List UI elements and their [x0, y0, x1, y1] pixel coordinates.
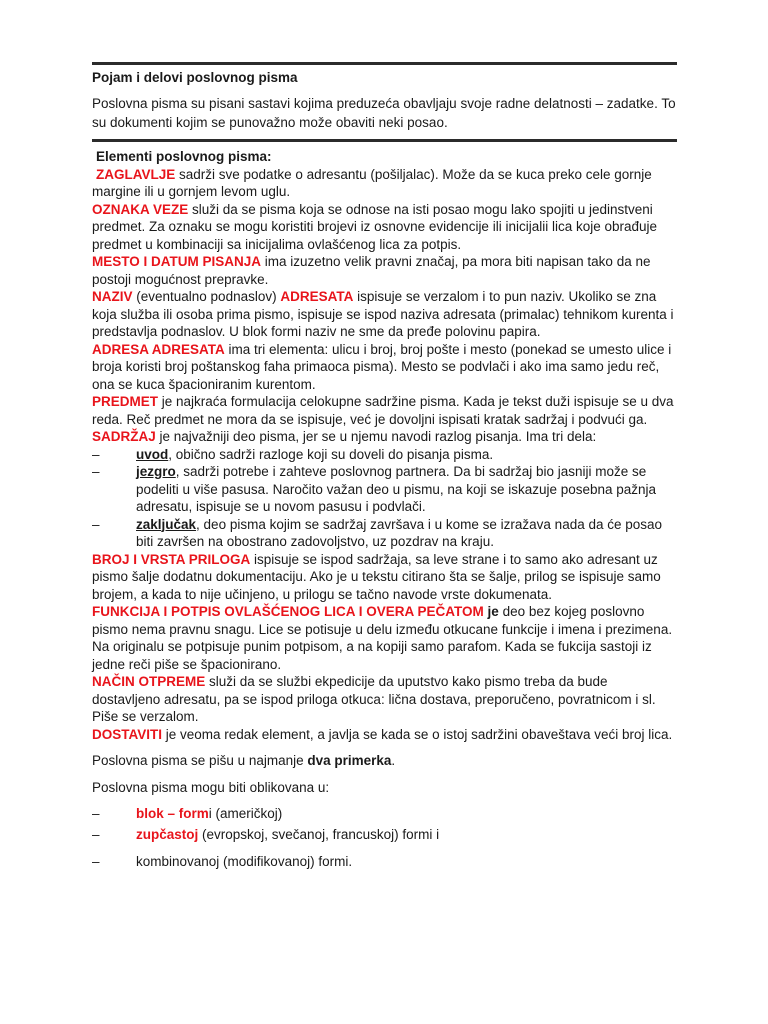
predmet-term: PREDMET — [92, 394, 159, 409]
dash-marker: – — [92, 826, 100, 842]
document-title: Pojam i delovi poslovnog pisma — [92, 70, 298, 85]
zaglavlje-paragraph — [92, 166, 677, 201]
part-uvod — [92, 446, 677, 464]
form-item-blok — [92, 805, 677, 823]
top-rule — [92, 62, 677, 65]
jezgro-text: , sadrži potrebe i zahteve poslovnog partnera. Da bi sadržaj bio jasniji može se podeliti u više pasusa. Naročito važan deo u pismu, na koji se iskazuje posebna pažnja adresatu, ispisuje se u novom pasusu i podvlači. — [136, 464, 657, 514]
predmet-paragraph — [92, 393, 677, 428]
uvod-text: , obično sadrži razloge koji su doveli do pisanja pisma. — [168, 446, 494, 462]
naziv-mid: (eventualno podnaslov) — [132, 289, 281, 304]
section-rule — [92, 139, 677, 142]
oznaka-paragraph — [92, 201, 677, 254]
adresa-term: ADRESA ADRESATA — [92, 341, 225, 357]
zakljucak-text: , deo pisma kojim se sadržaj završava i u kome se izražava nada da će posao biti završen na obostrano zadovoljstvo, uz pozdrav na kraju. — [136, 516, 663, 549]
prilog-paragraph — [92, 551, 677, 604]
copies-pre: Poslovna pisma se pišu u najmanje — [92, 753, 308, 768]
copies-post: . — [391, 753, 396, 768]
prilog-term: BROJ I VRSTA PRILOGA — [92, 551, 251, 567]
predmet-text: je najkraća formulacija celokupne sadržine pisma. Kada je tekst duži ispisuje se u dva reda. Reč predmet ne mora da se ispisuje, već je dovoljni ispisati kratak sadržaj i podvući ga. — [92, 394, 674, 427]
part-jezgro — [92, 463, 677, 516]
elements-heading: Elementi poslovnog pisma: — [96, 149, 272, 164]
form-item-zupcastoj — [92, 826, 677, 844]
oznaka-term: OZNAKA VEZE — [92, 201, 189, 217]
form-zupcastoj-rest: (evropskoj, svečanoj, francuskoj) formi i — [198, 826, 440, 842]
dash-marker: – — [92, 446, 100, 462]
form-blok-term: blok – form — [136, 806, 209, 821]
dash-marker: – — [92, 464, 100, 479]
prilog-text: ispisuje se ispod sadržaja, sa leve strane i to samo ako adresant uz pismo šalje dodatnu dokumentaciju. Ako je u tekstu citirano šta se šalje, prilog se ispisuje samo brojem, a kada to nije učinjeno, u prilogu se tačno navode vrste dokumenata. — [92, 551, 661, 602]
zakljucak-term: zaključak — [136, 516, 197, 532]
form-blok-rest: i (američkoj) — [208, 806, 283, 821]
sadrzaj-term: SADRŽAJ — [92, 429, 156, 444]
funkcija-paragraph — [92, 603, 677, 673]
nacin-paragraph — [92, 673, 677, 726]
funkcija-text: deo bez kojeg poslovno pismo nema pravnu snagu. Lice se potisuje u delu između otkucane funkcije i imena i prezimena. Na originalu se potpisuje punim potpisom, a na kopiji samo parafom. Kada se fukcija sastoji iz jedne reči piše se špacionirano. — [92, 604, 673, 672]
form-kombinovanoj-rest: kombinovanoj (modifikovanoj) formi. — [136, 854, 353, 869]
dostaviti-paragraph — [92, 726, 677, 744]
dash-marker: – — [92, 854, 100, 869]
elements-body — [92, 148, 677, 871]
dash-marker: – — [92, 516, 100, 532]
adresa-text: ima tri elementa: ulicu i broj, broj pošte i mesto (ponekad se umesto ulice i broja koristi broj poštanskog faha primaoca pisma). Mesto se podvlači i ako ima samo jedu reč, ona se kuca špacioniranim kurentom. — [92, 341, 672, 392]
form-zupcastoj-term: zupčastoj — [136, 826, 199, 842]
naziv-paragraph — [92, 288, 677, 341]
dostaviti-text: je veoma redak element, a javlja se kada se o istoj sadržini obaveštava veći broj lica. — [162, 726, 673, 742]
naziv-text: ispisuje se verzalom i to pun naziv. Ukoliko se zna koja služba ili osoba prima pismo, ispisuje se ispod naziva adresata (primalac) tehnikom kurenta i predstavlja podnaslov. U blok formi naziv ne sme da pređe polovinu papira. — [92, 289, 674, 339]
sadrzaj-paragraph — [92, 428, 677, 446]
mesto-text: ima izuzetno velik pravni značaj, pa mora biti napisan tako da ne postoji mogućnost prepravke. — [92, 254, 651, 287]
zaglavlje-text: sadrži sve podatke o adresantu (pošiljalac). Može da se kuca preko cele gornje margine ili u gornjem levom uglu. — [92, 166, 652, 199]
copies-bold: dva primerka — [307, 753, 392, 768]
dash-marker: – — [92, 806, 100, 821]
mesto-term: MESTO I DATUM PISANJA — [92, 254, 262, 269]
uvod-term: uvod — [136, 446, 169, 462]
funkcija-je: je — [483, 604, 499, 619]
mesto-paragraph — [92, 253, 677, 288]
form-item-kombinovanoj — [92, 853, 677, 871]
sadrzaj-text: je najvažniji deo pisma, jer se u njemu navodi razlog pisanja. Ima tri dela: — [155, 429, 597, 444]
nacin-text: služi da se službi ekpedicije da uputstvo kako pismo treba da bude dostavljeno adresatu, pa se ispod priloga otkuca: lična dostava, preporučeno, povratnicom i sl. Piše se verzalom. — [92, 674, 656, 724]
adresa-paragraph — [92, 341, 677, 394]
intro-paragraph: Poslovna pisma su pisani sastavi kojima preduzeća obavljaju svoje radne delatnosti – zadatke. To su dokumenti kojim se punovažno može obaviti neki posao. — [92, 96, 676, 130]
copies-paragraph — [92, 752, 677, 770]
oznaka-text: služi da se pisma koja se odnose na isti posao mogu lako spojiti u jedinstveni predmet. Za oznaku se mogu koristiti brojevi iz osnovne evidencije ili inicijalii lica koje obrađuje predmet u kombinaciji sa inicijalima ovlašćenog lica za potpis. — [92, 201, 658, 252]
adresata-term: ADRESATA — [280, 289, 354, 304]
zaglavlje-term: ZAGLAVLJE — [96, 166, 176, 182]
nacin-term: NAČIN OTPREME — [92, 674, 206, 689]
naziv-term: NAZIV — [92, 289, 133, 304]
dostaviti-term: DOSTAVITI — [92, 726, 162, 742]
part-zakljucak — [92, 516, 677, 551]
forms-intro: Poslovna pisma mogu biti oblikovana u: — [92, 779, 330, 795]
jezgro-term: jezgro — [136, 464, 176, 479]
funkcija-term: FUNKCIJA I POTPIS OVLAŠĆENOG LICA I OVERA PEČATOM — [92, 604, 484, 619]
